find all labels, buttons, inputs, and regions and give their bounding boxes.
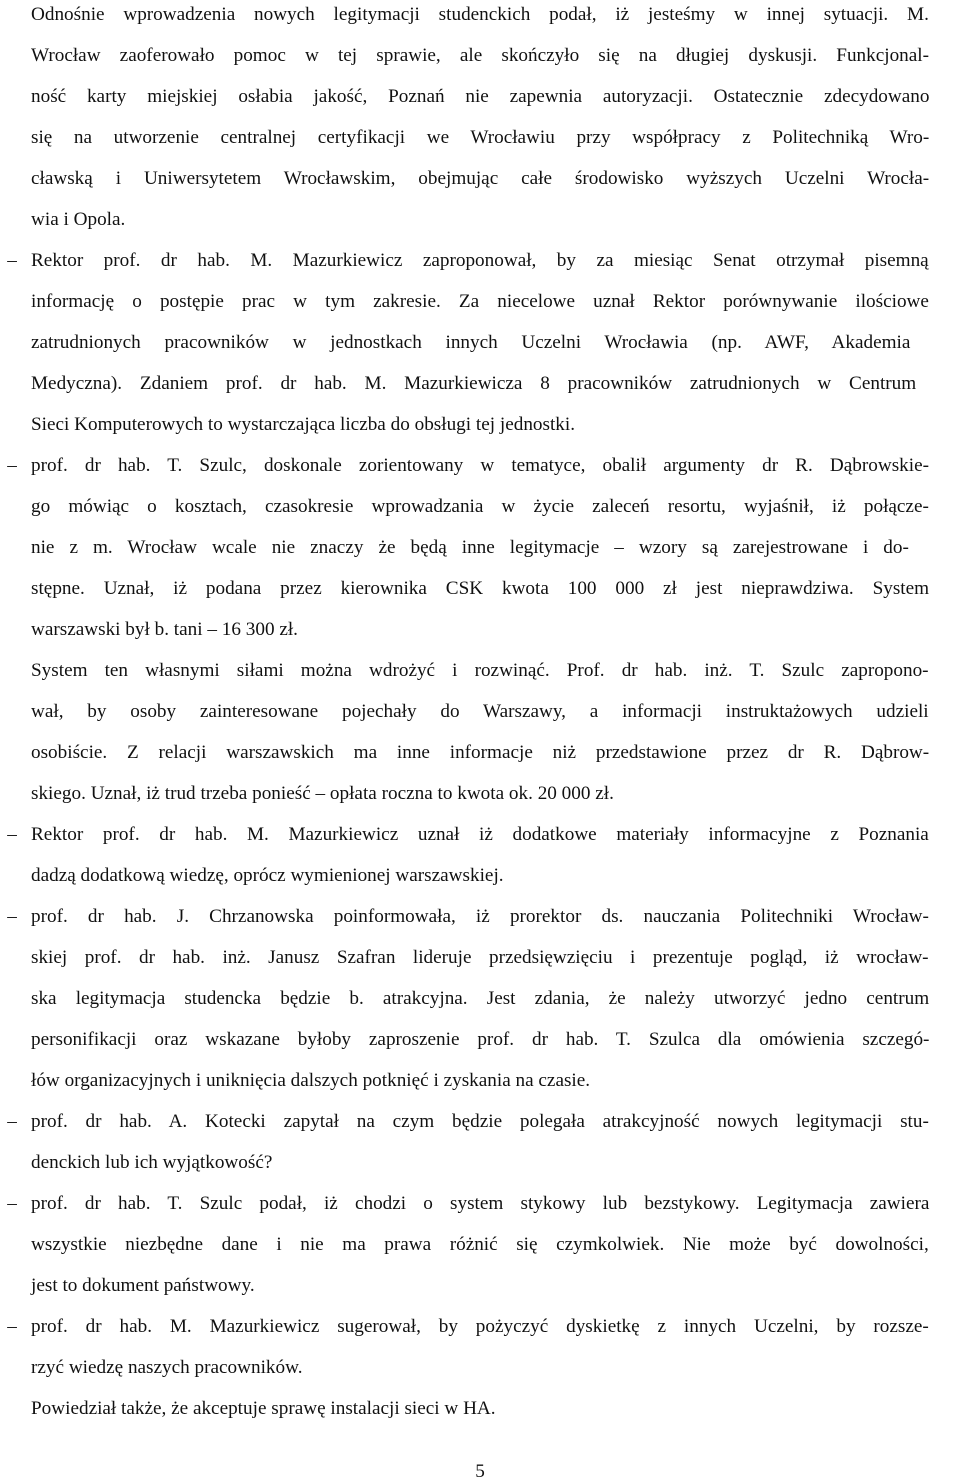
text-line: wał, by osoby zainteresowane pojechały do Warszawy, a informacji instruktażowych udzieli: [31, 701, 929, 722]
text-line: jest to dokument państwowy.: [31, 1275, 255, 1296]
text-line: skiego. Uznał, iż trud trzeba ponieść – opłata roczna to kwota ok. 20 000 zł.: [31, 783, 614, 804]
text-line: się na utworzenie centralnej certyfikacji we Wrocławiu przy współpracy z Politechniką Wro-: [31, 127, 930, 148]
bullet-dash: –: [7, 1193, 17, 1214]
text-line: denckich lub ich wyjątkowość?: [31, 1152, 273, 1173]
text-line: ność karty miejskiej osłabia jakość, Poznań nie zapewnia autoryzacji. Ostatecznie zdecydowano: [31, 86, 930, 107]
bullet-dash: –: [7, 1111, 17, 1132]
text-line: Odnośnie wprowadzenia nowych legitymacji studenckich podał, iż jesteśmy w innej sytuacji. M.: [31, 4, 929, 25]
text-line: Rektor prof. dr hab. M. Mazurkiewicz uznał iż dodatkowe materiały informacyjne z Poznania: [31, 824, 929, 845]
bullet-dash: –: [7, 906, 17, 927]
text-line: cławską i Uniwersytetem Wrocławskim, obejmując całe środowisko wyższych Uczelni Wrocła-: [31, 168, 930, 189]
text-line: dadzą dodatkową wiedzę, oprócz wymienionej warszawskiej.: [31, 865, 504, 886]
text-line: Wrocław zaoferowało pomoc w tej sprawie, ale skończyło się na długiej dyskusji. Funkcjonal-: [31, 45, 930, 66]
text-line: Sieci Komputerowych to wystarczająca liczba do obsługi tej jednostki.: [31, 414, 576, 435]
text-line: warszawski był b. tani – 16 300 zł.: [31, 619, 298, 640]
text-line: zatrudnionych pracowników w jednostkach innych Uczelni Wrocławia (np. AWF, Akademia: [31, 332, 911, 353]
bullet-dash: –: [7, 824, 17, 845]
text-line: personifikacji oraz wskazane byłoby zaproszenie prof. dr hab. T. Szulca dla omówienia szczegó-: [31, 1029, 930, 1050]
text-line: prof. dr hab. M. Mazurkiewicz sugerował, by pożyczyć dyskietkę z innych Uczelni, by rozsze-: [31, 1316, 929, 1337]
text-line: osobiście. Z relacji warszawskich ma inne informacje niż przedstawione przez dr R. Dąbrow-: [31, 742, 930, 763]
text-line: wszystkie niezbędne dane i nie ma prawa różnić się czymkolwiek. Nie może być dowolności,: [31, 1234, 929, 1255]
text-line: informację o postępie prac w tym zakresie. Za niecelowe uznał Rektor porównywanie ilościowe: [31, 291, 929, 312]
text-line: wia i Opola.: [31, 209, 126, 230]
text-line: skiej prof. dr hab. inż. Janusz Szafran lideruje przedsięwzięciu i prezentuje pogląd, iż wrocław-: [31, 947, 929, 968]
text-line: Medyczna). Zdaniem prof. dr hab. M. Mazurkiewicza 8 pracowników zatrudnionych w Centrum: [31, 373, 917, 394]
text-line: prof. dr hab. T. Szulc, doskonale zorientowany w tematyce, obalił argumenty dr R. Dąbrowskie-: [31, 455, 929, 476]
text-line: ska legitymacja studencka będzie b. atrakcyjna. Jest zdania, że należy utworzyć jedno centrum: [31, 988, 930, 1009]
text-line: prof. dr hab. A. Kotecki zapytał na czym będzie polegała atrakcyjność nowych legitymacji stu-: [31, 1111, 929, 1132]
text-line: Powiedział także, że akceptuje sprawę instalacji sieci w HA.: [31, 1398, 496, 1419]
text-line: go mówiąc o kosztach, czasokresie wprowadzania w życie zaleceń resortu, wyjaśnił, iż połącze-: [31, 496, 929, 517]
text-line: stępne. Uznał, iż podana przez kierownika CSK kwota 100 000 zł jest nieprawdziwa. System: [31, 578, 930, 599]
bullet-dash: –: [7, 1316, 17, 1337]
text-line: nie z m. Wrocław wcale nie znaczy że będą inne legitymacje – wzory są zarejestrowane i do-: [31, 537, 909, 558]
page-number: 5: [475, 1461, 485, 1482]
text-line: prof. dr hab. J. Chrzanowska poinformowała, iż prorektor ds. nauczania Politechniki Wrocław-: [31, 906, 929, 927]
text-line: łów organizacyjnych i uniknięcia dalszych potknięć i zyskania na czasie.: [31, 1070, 591, 1091]
text-line: System ten własnymi siłami można wdrożyć i rozwinąć. Prof. dr hab. inż. T. Szulc zapropono-: [31, 660, 929, 681]
text-line: rzyć wiedzę naszych pracowników.: [31, 1357, 303, 1378]
bullet-dash: –: [7, 250, 17, 271]
text-line: prof. dr hab. T. Szulc podał, iż chodzi o system stykowy lub bezstykowy. Legitymacja zawiera: [31, 1193, 930, 1214]
bullet-dash: –: [7, 455, 17, 476]
text-line: Rektor prof. dr hab. M. Mazurkiewicz zaproponował, by za miesiąc Senat otrzymał pisemną: [31, 250, 929, 271]
